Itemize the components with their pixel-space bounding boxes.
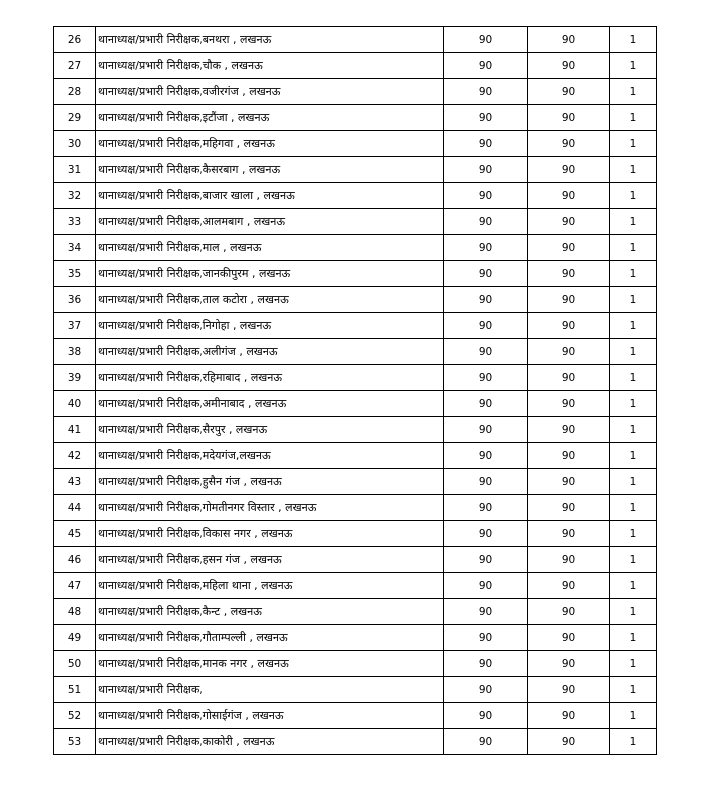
- value-a-cell: 90: [444, 339, 528, 365]
- designation-cell: थानाध्यक्ष/प्रभारी निरीक्षक,: [96, 677, 444, 703]
- designation-cell: थानाध्यक्ष/प्रभारी निरीक्षक,चौक , लखनऊ: [96, 53, 444, 79]
- table-row: [54, 651, 657, 677]
- value-b-cell: 90: [528, 443, 610, 469]
- value-b-cell: 90: [528, 105, 610, 131]
- designation-cell: थानाध्यक्ष/प्रभारी निरीक्षक,गोसाईगंज , लखनऊ: [96, 703, 444, 729]
- value-a-cell: 90: [444, 105, 528, 131]
- value-a-cell: 90: [444, 729, 528, 755]
- value-a-cell: 90: [444, 677, 528, 703]
- value-a-cell: 90: [444, 183, 528, 209]
- value-b-cell: 90: [528, 417, 610, 443]
- table-row: [54, 157, 657, 183]
- value-b-cell: 90: [528, 313, 610, 339]
- designation-cell: थानाध्यक्ष/प्रभारी निरीक्षक,जानकीपुरम , लखनऊ: [96, 261, 444, 287]
- station-table: [53, 26, 657, 755]
- value-a-cell: 90: [444, 625, 528, 651]
- value-a-cell: 90: [444, 469, 528, 495]
- designation-cell: थानाध्यक्ष/प्रभारी निरीक्षक,काकोरी , लखनऊ: [96, 729, 444, 755]
- value-c-cell: 1: [610, 547, 657, 573]
- value-c-cell: 1: [610, 313, 657, 339]
- designation-cell: थानाध्यक्ष/प्रभारी निरीक्षक,आलमबाग , लखनऊ: [96, 209, 444, 235]
- table-row: [54, 625, 657, 651]
- value-c-cell: 1: [610, 339, 657, 365]
- serial-number-cell: 50: [54, 651, 96, 677]
- value-b-cell: 90: [528, 703, 610, 729]
- designation-cell: थानाध्यक्ष/प्रभारी निरीक्षक,सैरपुर , लखनऊ: [96, 417, 444, 443]
- designation-cell: थानाध्यक्ष/प्रभारी निरीक्षक,रहिमाबाद , लखनऊ: [96, 365, 444, 391]
- designation-cell: थानाध्यक्ष/प्रभारी निरीक्षक,इटौंजा , लखनऊ: [96, 105, 444, 131]
- table-row: [54, 287, 657, 313]
- value-a-cell: 90: [444, 131, 528, 157]
- table-row: [54, 27, 657, 53]
- table-row: [54, 339, 657, 365]
- designation-cell: थानाध्यक्ष/प्रभारी निरीक्षक,बाजार खाला , लखनऊ: [96, 183, 444, 209]
- designation-cell: थानाध्यक्ष/प्रभारी निरीक्षक,गोमतीनगर विस्तार , लखनऊ: [96, 495, 444, 521]
- value-b-cell: 90: [528, 209, 610, 235]
- designation-cell: थानाध्यक्ष/प्रभारी निरीक्षक,विकास नगर , लखनऊ: [96, 521, 444, 547]
- value-a-cell: 90: [444, 391, 528, 417]
- value-c-cell: 1: [610, 677, 657, 703]
- value-b-cell: 90: [528, 131, 610, 157]
- table-row: [54, 547, 657, 573]
- value-a-cell: 90: [444, 209, 528, 235]
- table-row: [54, 313, 657, 339]
- value-c-cell: 1: [610, 131, 657, 157]
- value-b-cell: 90: [528, 391, 610, 417]
- value-c-cell: 1: [610, 391, 657, 417]
- table-row: [54, 105, 657, 131]
- value-c-cell: 1: [610, 209, 657, 235]
- table-row: [54, 235, 657, 261]
- serial-number-cell: 42: [54, 443, 96, 469]
- value-c-cell: 1: [610, 183, 657, 209]
- value-c-cell: 1: [610, 287, 657, 313]
- serial-number-cell: 33: [54, 209, 96, 235]
- serial-number-cell: 44: [54, 495, 96, 521]
- serial-number-cell: 43: [54, 469, 96, 495]
- value-b-cell: 90: [528, 729, 610, 755]
- value-a-cell: 90: [444, 287, 528, 313]
- table-row: [54, 53, 657, 79]
- serial-number-cell: 38: [54, 339, 96, 365]
- table-body: [54, 27, 657, 755]
- table-row: [54, 703, 657, 729]
- table-row: [54, 183, 657, 209]
- value-c-cell: 1: [610, 417, 657, 443]
- serial-number-cell: 34: [54, 235, 96, 261]
- value-a-cell: 90: [444, 495, 528, 521]
- designation-cell: थानाध्यक्ष/प्रभारी निरीक्षक,महिगवा , लखनऊ: [96, 131, 444, 157]
- table-row: [54, 443, 657, 469]
- value-b-cell: 90: [528, 599, 610, 625]
- table-row: [54, 599, 657, 625]
- serial-number-cell: 26: [54, 27, 96, 53]
- value-c-cell: 1: [610, 495, 657, 521]
- value-c-cell: 1: [610, 521, 657, 547]
- value-c-cell: 1: [610, 27, 657, 53]
- table-row: [54, 209, 657, 235]
- serial-number-cell: 31: [54, 157, 96, 183]
- value-c-cell: 1: [610, 625, 657, 651]
- value-b-cell: 90: [528, 469, 610, 495]
- value-c-cell: 1: [610, 157, 657, 183]
- value-a-cell: 90: [444, 79, 528, 105]
- serial-number-cell: 41: [54, 417, 96, 443]
- value-b-cell: 90: [528, 27, 610, 53]
- designation-cell: थानाध्यक्ष/प्रभारी निरीक्षक,महिला थाना , लखनऊ: [96, 573, 444, 599]
- value-a-cell: 90: [444, 261, 528, 287]
- table-row: [54, 521, 657, 547]
- value-c-cell: 1: [610, 729, 657, 755]
- value-b-cell: 90: [528, 651, 610, 677]
- designation-cell: थानाध्यक्ष/प्रभारी निरीक्षक,कैसरबाग , लखनऊ: [96, 157, 444, 183]
- value-b-cell: 90: [528, 287, 610, 313]
- designation-cell: थानाध्यक्ष/प्रभारी निरीक्षक,अलीगंज , लखनऊ: [96, 339, 444, 365]
- designation-cell: थानाध्यक्ष/प्रभारी निरीक्षक,कैन्ट , लखनऊ: [96, 599, 444, 625]
- serial-number-cell: 32: [54, 183, 96, 209]
- value-b-cell: 90: [528, 157, 610, 183]
- serial-number-cell: 40: [54, 391, 96, 417]
- designation-cell: थानाध्यक्ष/प्रभारी निरीक्षक,ताल कटोरा , लखनऊ: [96, 287, 444, 313]
- serial-number-cell: 48: [54, 599, 96, 625]
- designation-cell: थानाध्यक्ष/प्रभारी निरीक्षक,निगोहा , लखनऊ: [96, 313, 444, 339]
- value-b-cell: 90: [528, 521, 610, 547]
- value-c-cell: 1: [610, 469, 657, 495]
- value-a-cell: 90: [444, 651, 528, 677]
- serial-number-cell: 39: [54, 365, 96, 391]
- value-a-cell: 90: [444, 53, 528, 79]
- designation-cell: थानाध्यक्ष/प्रभारी निरीक्षक,माल , लखनऊ: [96, 235, 444, 261]
- value-c-cell: 1: [610, 105, 657, 131]
- serial-number-cell: 27: [54, 53, 96, 79]
- serial-number-cell: 35: [54, 261, 96, 287]
- designation-cell: थानाध्यक्ष/प्रभारी निरीक्षक,वजीरगंज , लखनऊ: [96, 79, 444, 105]
- value-b-cell: 90: [528, 495, 610, 521]
- value-a-cell: 90: [444, 27, 528, 53]
- value-b-cell: 90: [528, 625, 610, 651]
- value-b-cell: 90: [528, 53, 610, 79]
- table-row: [54, 677, 657, 703]
- table-row: [54, 573, 657, 599]
- value-b-cell: 90: [528, 235, 610, 261]
- value-c-cell: 1: [610, 443, 657, 469]
- serial-number-cell: 37: [54, 313, 96, 339]
- serial-number-cell: 49: [54, 625, 96, 651]
- value-b-cell: 90: [528, 365, 610, 391]
- table-row: [54, 79, 657, 105]
- table-row: [54, 469, 657, 495]
- value-b-cell: 90: [528, 677, 610, 703]
- value-a-cell: 90: [444, 313, 528, 339]
- value-a-cell: 90: [444, 547, 528, 573]
- value-a-cell: 90: [444, 157, 528, 183]
- designation-cell: थानाध्यक्ष/प्रभारी निरीक्षक,बनथरा , लखनऊ: [96, 27, 444, 53]
- serial-number-cell: 28: [54, 79, 96, 105]
- serial-number-cell: 45: [54, 521, 96, 547]
- value-a-cell: 90: [444, 521, 528, 547]
- value-c-cell: 1: [610, 703, 657, 729]
- table-row: [54, 261, 657, 287]
- serial-number-cell: 52: [54, 703, 96, 729]
- value-c-cell: 1: [610, 53, 657, 79]
- table-row: [54, 495, 657, 521]
- value-c-cell: 1: [610, 261, 657, 287]
- value-b-cell: 90: [528, 261, 610, 287]
- designation-cell: थानाध्यक्ष/प्रभारी निरीक्षक,हुसैन गंज , लखनऊ: [96, 469, 444, 495]
- value-c-cell: 1: [610, 651, 657, 677]
- value-a-cell: 90: [444, 417, 528, 443]
- designation-cell: थानाध्यक्ष/प्रभारी निरीक्षक,मानक नगर , लखनऊ: [96, 651, 444, 677]
- serial-number-cell: 53: [54, 729, 96, 755]
- value-b-cell: 90: [528, 339, 610, 365]
- table-row: [54, 391, 657, 417]
- designation-cell: थानाध्यक्ष/प्रभारी निरीक्षक,मदेयगंज,लखनऊ: [96, 443, 444, 469]
- value-a-cell: 90: [444, 235, 528, 261]
- value-c-cell: 1: [610, 235, 657, 261]
- value-c-cell: 1: [610, 573, 657, 599]
- serial-number-cell: 51: [54, 677, 96, 703]
- value-a-cell: 90: [444, 365, 528, 391]
- serial-number-cell: 36: [54, 287, 96, 313]
- value-a-cell: 90: [444, 703, 528, 729]
- value-b-cell: 90: [528, 547, 610, 573]
- value-c-cell: 1: [610, 365, 657, 391]
- value-c-cell: 1: [610, 599, 657, 625]
- table-row: [54, 729, 657, 755]
- value-b-cell: 90: [528, 79, 610, 105]
- value-b-cell: 90: [528, 183, 610, 209]
- table-row: [54, 131, 657, 157]
- designation-cell: थानाध्यक्ष/प्रभारी निरीक्षक,अमीनाबाद , लखनऊ: [96, 391, 444, 417]
- designation-cell: थानाध्यक्ष/प्रभारी निरीक्षक,गौताम्पल्ली , लखनऊ: [96, 625, 444, 651]
- designation-cell: थानाध्यक्ष/प्रभारी निरीक्षक,हसन गंज , लखनऊ: [96, 547, 444, 573]
- value-a-cell: 90: [444, 599, 528, 625]
- table-row: [54, 365, 657, 391]
- value-c-cell: 1: [610, 79, 657, 105]
- serial-number-cell: 30: [54, 131, 96, 157]
- value-a-cell: 90: [444, 573, 528, 599]
- serial-number-cell: 46: [54, 547, 96, 573]
- value-a-cell: 90: [444, 443, 528, 469]
- table-row: [54, 417, 657, 443]
- value-b-cell: 90: [528, 573, 610, 599]
- serial-number-cell: 29: [54, 105, 96, 131]
- serial-number-cell: 47: [54, 573, 96, 599]
